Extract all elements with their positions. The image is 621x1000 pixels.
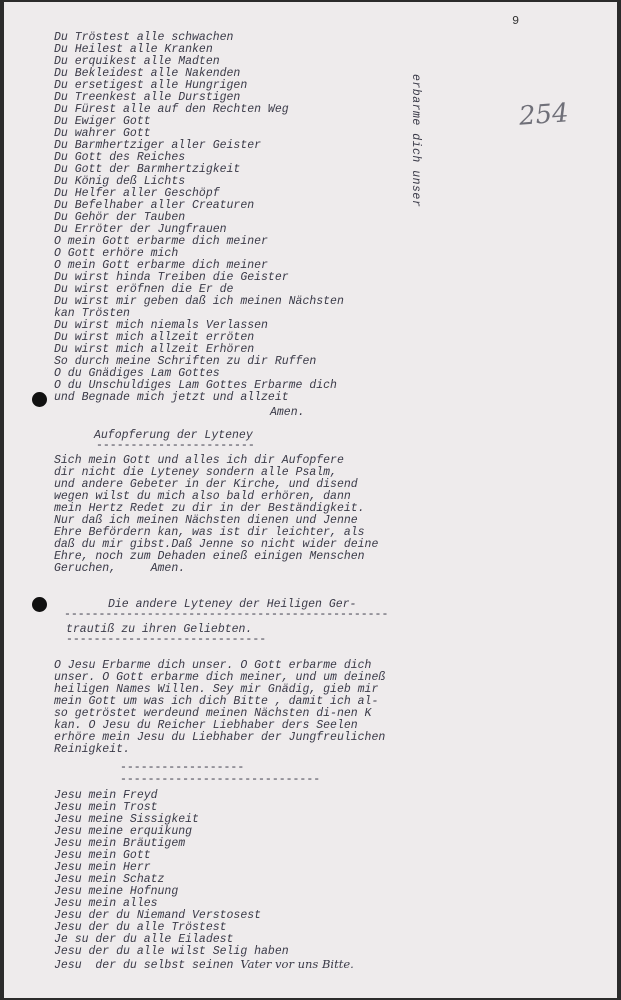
jesu-line: Jesu meine erquikung bbox=[54, 825, 193, 838]
jesu-line: Jesu der du alle Tröstest bbox=[54, 921, 227, 934]
punch-hole bbox=[32, 392, 47, 407]
litany-line: So durch meine Schriften zu dir Ruffen bbox=[54, 355, 317, 368]
document-page bbox=[4, 2, 617, 998]
litany-line: Du Tröstest alle schwachen bbox=[54, 31, 234, 44]
punch-hole bbox=[32, 597, 47, 612]
paragraph-line: unser. O Gott erbarme dich meiner, und um deineß bbox=[54, 671, 386, 684]
paragraph-line: dir nicht die Lyteney sondern alle Psalm, bbox=[54, 466, 337, 479]
litany-line: Du wirst mich allzeit Erhören bbox=[54, 343, 255, 356]
litany-line: O mein Gott erbarme dich meiner bbox=[54, 235, 268, 248]
handwritten-number: 254 bbox=[518, 98, 570, 132]
paragraph-line: und andere Gebeter in der Kirche, und disend bbox=[54, 478, 358, 491]
litany-line: Du Heilest alle Kranken bbox=[54, 43, 213, 56]
litany-line: Du ersetigest alle Hungrigen bbox=[54, 79, 248, 92]
litany-line: Du wirst hinda Treiben die Geister bbox=[54, 271, 289, 284]
jesu-line: Jesu der du Niemand Verstosest bbox=[54, 909, 262, 922]
litany-line: Du erquikest alle Madten bbox=[54, 55, 220, 68]
litany-line: Du Gehör der Tauben bbox=[54, 211, 186, 224]
paragraph-line: Reinigkeit. bbox=[54, 743, 130, 756]
jesu-line: Je su der du alle Eiladest bbox=[54, 933, 234, 946]
paragraph-line: O Jesu Erbarme dich unser. O Gott erbarme dich bbox=[54, 659, 372, 672]
jesu-line: Jesu mein Bräutigem bbox=[54, 837, 186, 850]
handwritten-ending: Vater vor uns Bitte. bbox=[240, 957, 354, 971]
side-margin-text: erbarme dich unser bbox=[409, 74, 422, 208]
litany-line: O du Unschuldiges Lam Gottes Erbarme dich bbox=[54, 379, 337, 392]
divider: ----------------------------- bbox=[120, 773, 321, 786]
litany-line: O du Gnädiges Lam Gottes bbox=[54, 367, 220, 380]
jesu-line: Jesu meine Hofnung bbox=[54, 885, 179, 898]
litany-line: Du Gott der Barmhertzigkeit bbox=[54, 163, 241, 176]
litany-amen: Amen. bbox=[270, 406, 305, 419]
jesu-line-last bbox=[54, 958, 354, 972]
litany-line: Du Barmhertziger aller Geister bbox=[54, 139, 262, 152]
divider: ------------------ bbox=[120, 761, 245, 774]
jesu-line-typed: Jesu der du selbst seinen bbox=[54, 959, 241, 972]
paragraph-line: daß du mir gibst.Daß Jenne so nicht wider deine bbox=[54, 538, 379, 551]
paragraph-line: erhöre mein Jesu du Liebhaber der Jungfreulichen bbox=[54, 731, 386, 744]
paragraph-line: heiligen Names Willen. Sey mir Gnädig, gieb mir bbox=[54, 683, 379, 696]
heading-andere-lyteney-2: trautiß zu ihren Geliebten. bbox=[66, 623, 253, 636]
litany-line: Du wirst eröfnen die Er de bbox=[54, 283, 234, 296]
litany-line: kan Trösten bbox=[54, 307, 130, 320]
jesu-line: Jesu mein Herr bbox=[54, 861, 151, 874]
paragraph-line: Nur daß ich meinen Nächsten dienen und Jenne bbox=[54, 514, 358, 527]
jesu-line: Jesu der du alle wilst Selig haben bbox=[54, 945, 289, 958]
page-number: 9 bbox=[512, 14, 520, 28]
divider: ----------------------------- bbox=[66, 633, 267, 646]
litany-line: Du wirst mich allzeit erröten bbox=[54, 331, 255, 344]
paragraph-line: mein Hertz Redet zu dir in der Beständigkeit. bbox=[54, 502, 365, 515]
litany-line: Du König deß Lichts bbox=[54, 175, 186, 188]
litany-line: Du Helfer aller Geschöpf bbox=[54, 187, 220, 200]
litany-line: O Gott erhöre mich bbox=[54, 247, 179, 260]
paragraph-line: mein Gott um was ich dich Bitte , damit ich al- bbox=[54, 695, 379, 708]
paragraph-line: kan. O Jesu du Reicher Liebhaber ders Seelen bbox=[54, 719, 358, 732]
litany-line: Du Erröter der Jungfrauen bbox=[54, 223, 227, 236]
paragraph-line: Geruchen, Amen. bbox=[54, 562, 186, 575]
paragraph-line: so getröstet werdeund meinen Nächsten di-nen K bbox=[54, 707, 372, 720]
litany-line: Du Bekleidest alle Nakenden bbox=[54, 67, 241, 80]
litany-line: Du Gott des Reiches bbox=[54, 151, 186, 164]
litany-line: O mein Gott erbarme dich meiner bbox=[54, 259, 268, 272]
jesu-line: Jesu mein Trost bbox=[54, 801, 158, 814]
paragraph-line: wegen wilst du mich also bald erhören, dann bbox=[54, 490, 351, 503]
paragraph-line: Sich mein Gott und alles ich dir Aufopfere bbox=[54, 454, 344, 467]
divider: ----------------------------------------------- bbox=[64, 608, 389, 621]
jesu-line: Jesu mein Freyd bbox=[54, 789, 158, 802]
jesu-line: Jesu meine Sissigkeit bbox=[54, 813, 199, 826]
jesu-line: Jesu mein Gott bbox=[54, 849, 151, 862]
jesu-line: Jesu mein Schatz bbox=[54, 873, 165, 886]
paragraph-line: Ehre, noch zum Dehaden eineß einigen Menschen bbox=[54, 550, 365, 563]
litany-line: Du wirst mich niemals Verlassen bbox=[54, 319, 268, 332]
litany-line: Du wirst mir geben daß ich meinen Nächsten bbox=[54, 295, 344, 308]
heading-andere-lyteney-1: Die andere Lyteney der Heiligen Ger- bbox=[108, 598, 357, 611]
paragraph-line: Ehre Befördern kan, was ist dir leichter, als bbox=[54, 526, 365, 539]
litany-line: Du Fürest alle auf den Rechten Weg bbox=[54, 103, 289, 116]
litany-line: und Begnade mich jetzt und allzeit bbox=[54, 391, 289, 404]
jesu-line: Jesu mein alles bbox=[54, 897, 158, 910]
litany-line: Du Treenkest alle Durstigen bbox=[54, 91, 241, 104]
litany-line: Du Befelhaber aller Creaturen bbox=[54, 199, 255, 212]
litany-line: Du wahrer Gott bbox=[54, 127, 151, 140]
divider: ----------------------- bbox=[96, 439, 255, 452]
heading-aufopferung: Aufopferung der Lyteney bbox=[94, 429, 253, 442]
litany-line: Du Ewiger Gott bbox=[54, 115, 151, 128]
